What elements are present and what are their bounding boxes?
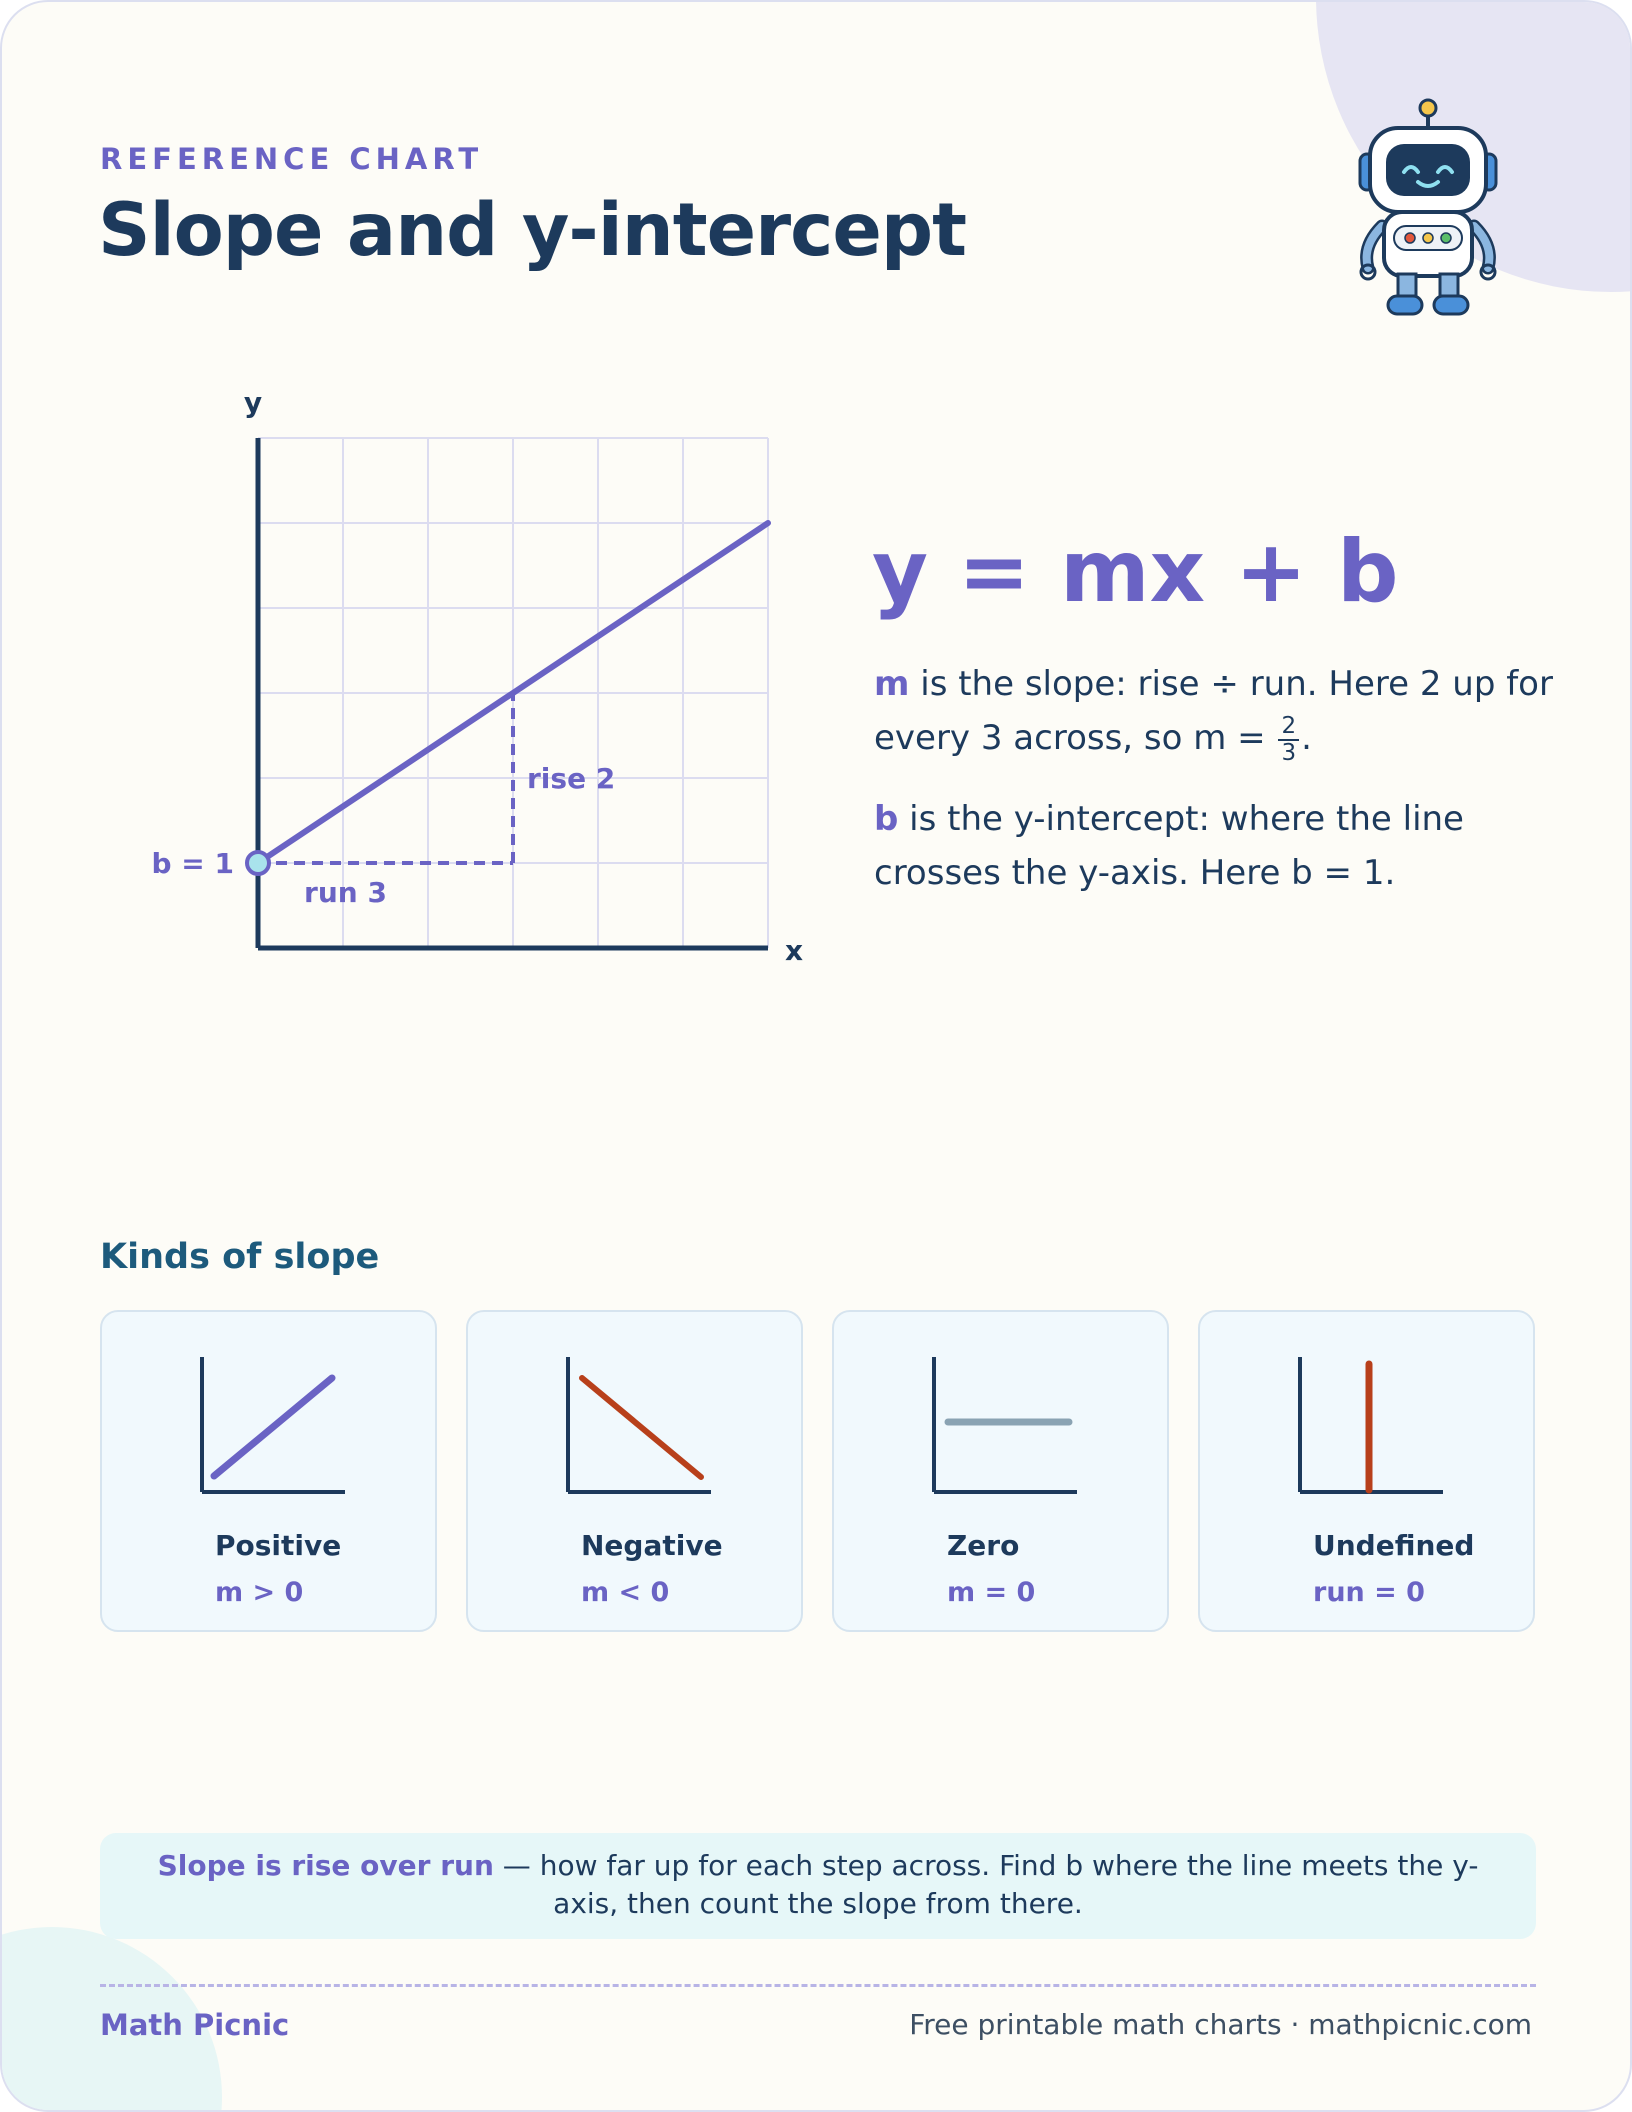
positive-slope-line — [214, 1378, 332, 1476]
card-title: Negative — [581, 1529, 723, 1562]
card-rule: m = 0 — [947, 1577, 1036, 1608]
slope-intercept-equation: y = mx + b — [872, 522, 1399, 622]
intercept-description — [874, 792, 1554, 900]
slope-intercept-graph — [2, 372, 862, 1012]
summary-text: — how far up for each step across. Find b where the line meets the y-axis, then count the slope from there. — [493, 1849, 1479, 1920]
card-rule: m > 0 — [215, 1577, 304, 1608]
footer-divider — [100, 1984, 1536, 1987]
negative-slope-line — [582, 1378, 701, 1477]
undefined-slope-card — [1198, 1310, 1535, 1632]
footer-tagline: Free printable math charts · mathpicnic.com — [909, 2008, 1532, 2041]
card-title: Positive — [215, 1529, 342, 1562]
summary-highlight: Slope is rise over run — [157, 1849, 494, 1882]
card-title: Undefined — [1313, 1529, 1475, 1562]
card-rule: run = 0 — [1313, 1577, 1425, 1608]
rise-label: rise 2 — [527, 762, 616, 795]
intercept-point — [247, 852, 269, 874]
run-label: run 3 — [304, 876, 387, 909]
intercept-term: b — [874, 799, 899, 839]
footer-brand: Math Picnic — [100, 2008, 290, 2042]
card-rule: m < 0 — [581, 1577, 670, 1608]
intercept-description-text: is the y-intercept: where the line crosses the y-axis. Here b = 1. — [874, 799, 1464, 893]
positive-slope-card — [100, 1310, 437, 1632]
eyebrow-label: REFERENCE CHART — [100, 142, 484, 176]
slope-fraction — [1278, 714, 1299, 766]
kinds-of-slope-heading: Kinds of slope — [100, 1237, 380, 1277]
card-title: Zero — [947, 1529, 1020, 1562]
intercept-label: b = 1 — [151, 847, 234, 880]
fraction-numerator: 2 — [1278, 714, 1299, 741]
zero-slope-card — [832, 1310, 1169, 1632]
fraction-denominator: 3 — [1281, 739, 1297, 766]
summary-note — [100, 1833, 1536, 1939]
y-axis-label: y — [243, 386, 263, 419]
page-title: Slope and y-intercept — [98, 188, 967, 273]
slope-description — [874, 657, 1554, 766]
slope-term: m — [874, 664, 910, 704]
robot-mascot-icon — [1354, 98, 1502, 320]
slope-description-text: is the slope: rise ÷ run. Here 2 up for every 3 across, so m = — [874, 664, 1553, 758]
x-axis-label: x — [784, 934, 804, 967]
negative-slope-card — [466, 1310, 803, 1632]
slope-description-end: . — [1301, 718, 1312, 758]
